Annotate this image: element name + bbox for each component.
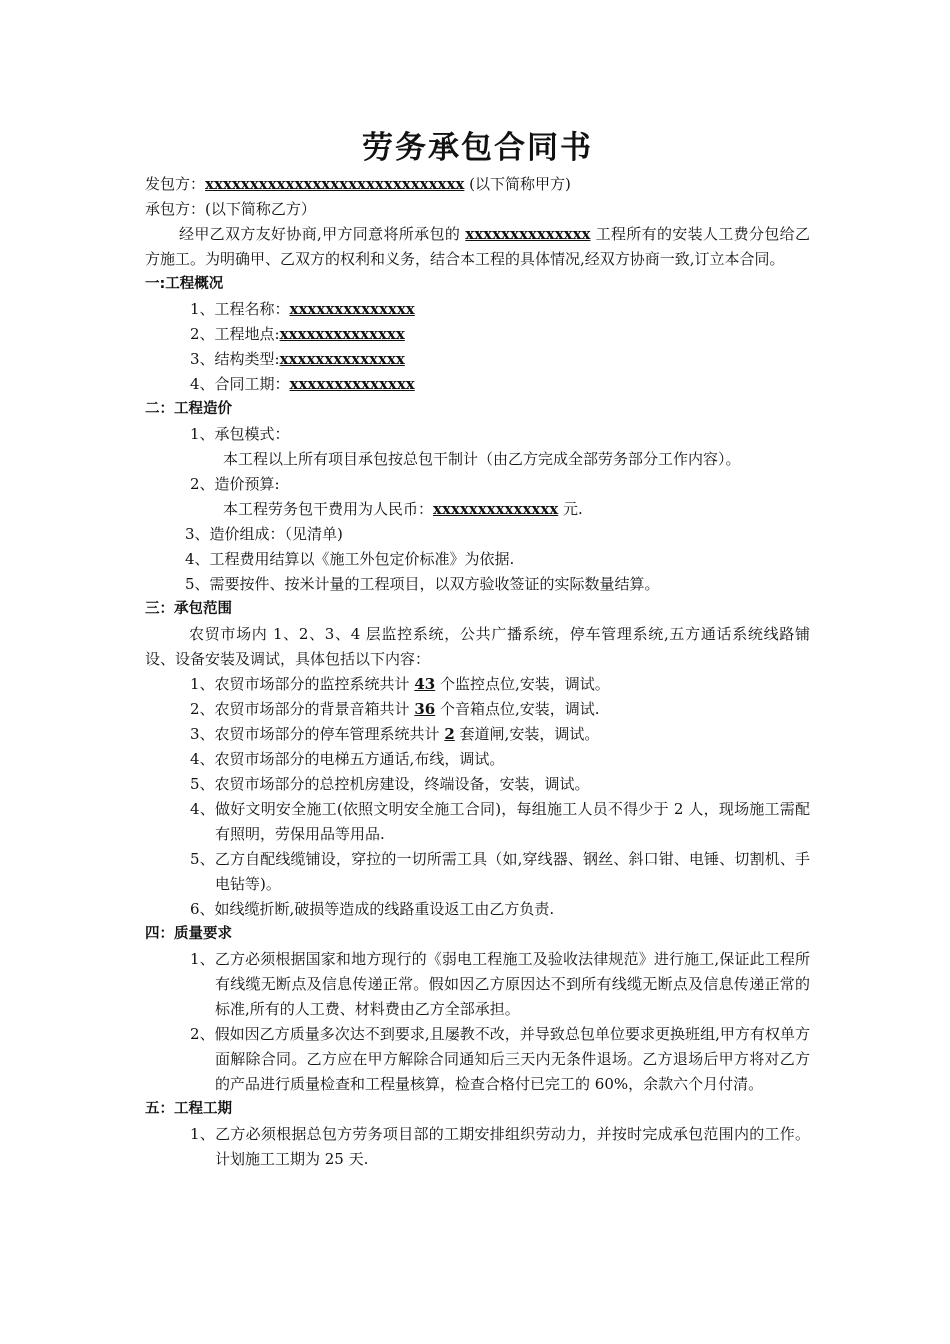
sec3-item-8: 6、如线缆折断,破损等造成的线路重设返工由乙方负责. [190, 900, 555, 918]
sec4-item-1: 1、乙方必须根据国家和地方现行的《弱电工程施工及验收法律规范》进行施工,保证此工程所有线缆无断点及信息传递正常。假如因乙方原因达不到所有线缆无断点及信息传递正常的标准,所有的人工费、材料费由乙方全部承担。 [190, 950, 810, 1018]
sec2-item-4: 4、工程费用结算以《施工外包定价标准》为依据. [185, 550, 515, 568]
intro-paragraph [145, 222, 810, 272]
sec3-item-3-post: 套道闸,安装，调试。 [459, 725, 600, 743]
section-4-heading: 四：质量要求 [145, 926, 232, 942]
party-a-value: xxxxxxxxxxxxxxxxxxxxxxxxxxxxx [205, 175, 465, 193]
section-2-heading: 二：工程造价 [145, 401, 232, 417]
sec3-item-1-post: 个监控点位,安装，调试。 [439, 675, 610, 693]
sec1-item-4-value: xxxxxxxxxxxxxx [289, 375, 415, 393]
sec3-item-2-post: 个音箱点位,安装，调试. [439, 700, 600, 718]
sec3-item-3-num: 2 [444, 725, 455, 743]
sec1-item-1-value: xxxxxxxxxxxxxx [289, 300, 415, 318]
intro-placeholder: xxxxxxxxxxxxxx [465, 225, 591, 243]
sec3-item-1-num: 43 [414, 675, 436, 693]
sec5-item-1: 1、乙方必须根据总包方劳务项目部的工期安排组织劳动力，并按时完成承包范围内的工作。计划施工工期为 25 天. [190, 1125, 810, 1168]
sec3-item-7: 5、乙方自配线缆铺设，穿拉的一切所需工具（如,穿线器、钢丝、斜口钳、电锤、切割机、手电钻等)。 [190, 850, 810, 893]
party-a-suffix: (以下简称甲方) [464, 175, 571, 193]
sec1-item-4-label: 4、合同工期： [190, 375, 290, 393]
party-a-line [145, 172, 810, 197]
sec3-item-5: 5、农贸市场部分的总控机房建设，终端设备，安装，调试。 [190, 775, 590, 793]
party-a-label: 发包方： [145, 175, 206, 193]
document-title: 劳务承包合同书 [362, 130, 593, 166]
party-b-line: 承包方：(以下简称乙方） [145, 200, 316, 218]
sec1-item-2-value: xxxxxxxxxxxxxx [279, 325, 405, 343]
sec2-budget-pre: 本工程劳务包干费用为人民币： [223, 500, 434, 518]
sec2-item-1-text: 本工程以上所有项目承包按总包干制计（由乙方完成全部劳务部分工作内容）。 [223, 450, 741, 468]
sec3-item-1 [145, 672, 810, 697]
intro-post: 工程所有的安装人工费分包给乙方施工。为明确甲、乙双方的权利和义务，结合本工程的具体情况,经双方协商一致,订立本合同。 [145, 225, 810, 268]
sec2-item-3: 3、造价组成：（见清单) [185, 525, 343, 543]
sec3-item-4: 4、农贸市场部分的电梯五方通话,布线，调试。 [190, 750, 505, 768]
document-body [145, 128, 810, 1172]
sec2-item-2: 2、造价预算: [190, 475, 280, 493]
sec1-item-3-value: xxxxxxxxxxxxxx [279, 350, 405, 368]
sec2-budget-value: xxxxxxxxxxxxxx [433, 500, 559, 518]
sec1-item-2 [145, 322, 810, 347]
sec1-item-1 [145, 297, 810, 322]
sec3-item-2-pre: 2、农贸市场部分的背景音箱共计 [190, 700, 410, 718]
sec1-item-1-label: 1、工程名称： [190, 300, 290, 318]
sec3-item-2-num: 36 [414, 700, 436, 718]
section-5-heading: 五：工程工期 [145, 1101, 232, 1117]
sec2-item-5: 5、需要按件、按米计量的工程项目，以双方验收签证的实际数量结算。 [185, 575, 660, 593]
sec3-item-3 [145, 722, 810, 747]
sec1-item-3 [145, 347, 810, 372]
sec3-item-6: 4、做好文明安全施工(依照文明安全施工合同)，每组施工人员不得少于 2 人，现场施工需配有照明，劳保用品等用品. [190, 800, 810, 843]
section-1-heading: 一:工程概况 [145, 276, 224, 292]
sec3-item-3-pre: 3、农贸市场部分的停车管理系统共计 [190, 725, 440, 743]
sec4-item-2: 2、假如因乙方质量多次达不到要求,且屡教不改，并导致总包单位要求更换班组,甲方有权单方面解除合同。乙方应在甲方解除合同通知后三天内无条件退场。乙方退场后甲方将对乙方的产品进行质量检查和工程量核算，检查合格付已完工的 60%，余款六个月付清。 [190, 1025, 810, 1093]
section-3-heading: 三：承包范围 [145, 601, 232, 617]
sec3-item-1-pre: 1、农贸市场部分的监控系统共计 [190, 675, 410, 693]
sec2-item-2-text [145, 497, 810, 522]
sec2-item-1: 1、承包模式： [190, 425, 290, 443]
intro-pre: 经甲乙双方友好协商,甲方同意将所承包的 [179, 225, 461, 243]
sec1-item-3-label: 3、结构类型: [190, 350, 280, 368]
sec2-budget-post: 元. [563, 500, 583, 518]
sec3-intro: 农贸市场内 1、2、3、4 层监控系统，公共广播系统，停车管理系统,五方通话系统线路铺设、设备安装及调试，具体包括以下内容： [145, 625, 810, 668]
sec3-item-2 [145, 697, 810, 722]
sec1-item-2-label: 2、工程地点: [190, 325, 280, 343]
sec1-item-4 [145, 372, 810, 397]
